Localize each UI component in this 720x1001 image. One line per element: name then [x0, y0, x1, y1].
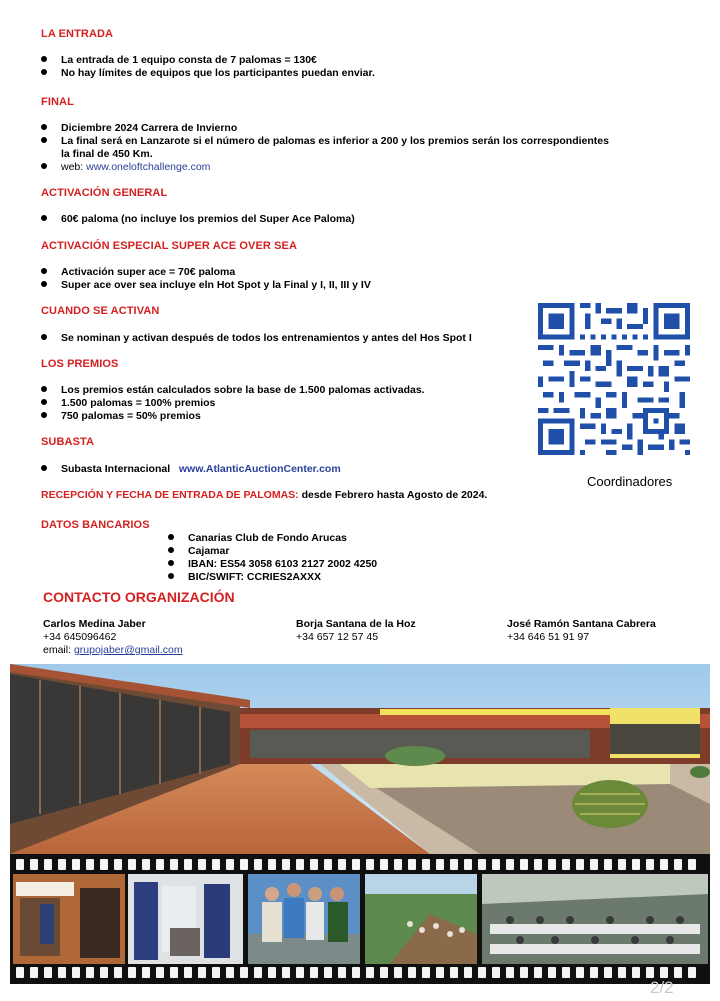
contact-name-2: Borja Santana de la Hoz [296, 618, 416, 630]
heading-bancarios: DATOS BANCARIOS [41, 519, 150, 531]
bullet-cuando: Se nominan y activan después de todos los entrenamientos y antes del Hos Spot I [41, 332, 472, 345]
contact-email-link[interactable]: grupojaber@gmail.com [73, 644, 183, 656]
photo-film-strip [10, 854, 710, 984]
heading-activacion-especial: ACTIVACIÓN ESPECIAL SUPER ACE OVER SEA [41, 240, 298, 252]
bullet-final-2-cont: la final de 450 Km. [61, 148, 153, 160]
film-frame-2 [128, 874, 243, 964]
bullet-entrada-2: No hay límites de equipos que los participantes puedan enviar. [41, 67, 375, 80]
auction-link[interactable]: www.AtlanticAuctionCenter.com [178, 463, 341, 475]
heading-entrada: LA ENTRADA [41, 28, 114, 40]
heading-subasta: SUBASTA [41, 436, 95, 448]
bullet-premios-2: 1.500 palomas = 100% premios [41, 397, 215, 410]
heading-cuando: CUANDO SE ACTIVAN [41, 305, 160, 317]
bullet-premios-3: 750 palomas = 50% premios [41, 410, 201, 423]
web-link[interactable]: www.oneloftchallenge.com [86, 161, 211, 173]
bullet-especial-2: Super ace over sea incluye eln Hot Spot y la Final y I, II, III y IV [41, 279, 371, 292]
bullet-final-2: La final será en Lanzarote si el número de palomas es inferior a 200 y los premios serán los correspondientes [41, 135, 609, 148]
heading-recepcion: RECEPCIÓN Y FECHA DE ENTRADA DE PALOMAS: [41, 489, 299, 501]
loft-courtyard-photo [10, 664, 710, 854]
bullet-final-1: Diciembre 2024 Carrera de Invierno [41, 122, 237, 135]
film-frame-1 [13, 874, 125, 964]
bullet-banco-3: IBAN: ES54 3058 6103 2127 2002 4250 [168, 558, 377, 571]
film-frame-4 [365, 874, 477, 964]
heading-activacion-general: ACTIVACIÓN GENERAL [41, 187, 168, 199]
heading-final: FINAL [41, 96, 74, 108]
bullet-subasta: Subasta Internacional www.AtlanticAuctionCenter.com [41, 463, 341, 476]
qr-code[interactable] [538, 303, 690, 455]
bullet-banco-2: Cajamar [168, 545, 229, 558]
film-frame-5 [482, 874, 708, 964]
qr-caption: Coordinadores [587, 474, 673, 489]
film-frame-3 [248, 874, 360, 964]
recepcion-line: RECEPCIÓN Y FECHA DE ENTRADA DE PALOMAS: desde Febrero hasta Agosto de 2024. [41, 489, 488, 501]
contact-name-3: José Ramón Santana Cabrera [507, 618, 656, 630]
bullet-banco-1: Canarias Club de Fondo Arucas [168, 532, 347, 545]
bullet-entrada-1: La entrada de 1 equipo consta de 7 palomas = 130€ [41, 54, 317, 67]
page-number: 2/2 [650, 978, 674, 997]
contact-phone-3[interactable]: +34 646 51 91 97 [507, 631, 590, 643]
bullet-activacion-general: 60€ paloma (no incluye los premios del Super Ace Paloma) [41, 213, 355, 226]
bullet-premios-1: Los premios están calculados sobre la base de 1.500 palomas activadas. [41, 384, 425, 397]
contact-phone-1[interactable]: +34 645096462 [43, 631, 117, 643]
bullet-final-web: web: www.oneloftchallenge.com [41, 161, 210, 174]
contact-title: CONTACTO ORGANIZACIÓN [43, 589, 235, 605]
heading-premios: LOS PREMIOS [41, 358, 119, 370]
contact-name-1: Carlos Medina Jaber [43, 618, 146, 630]
bullet-especial-1: Activación super ace = 70€ paloma [41, 266, 235, 279]
contact-email-line: email: grupojaber@gmail.com [43, 644, 183, 656]
contact-phone-2[interactable]: +34 657 12 57 45 [296, 631, 379, 643]
bullet-banco-4: BIC/SWIFT: CCRIES2AXXX [168, 571, 321, 584]
